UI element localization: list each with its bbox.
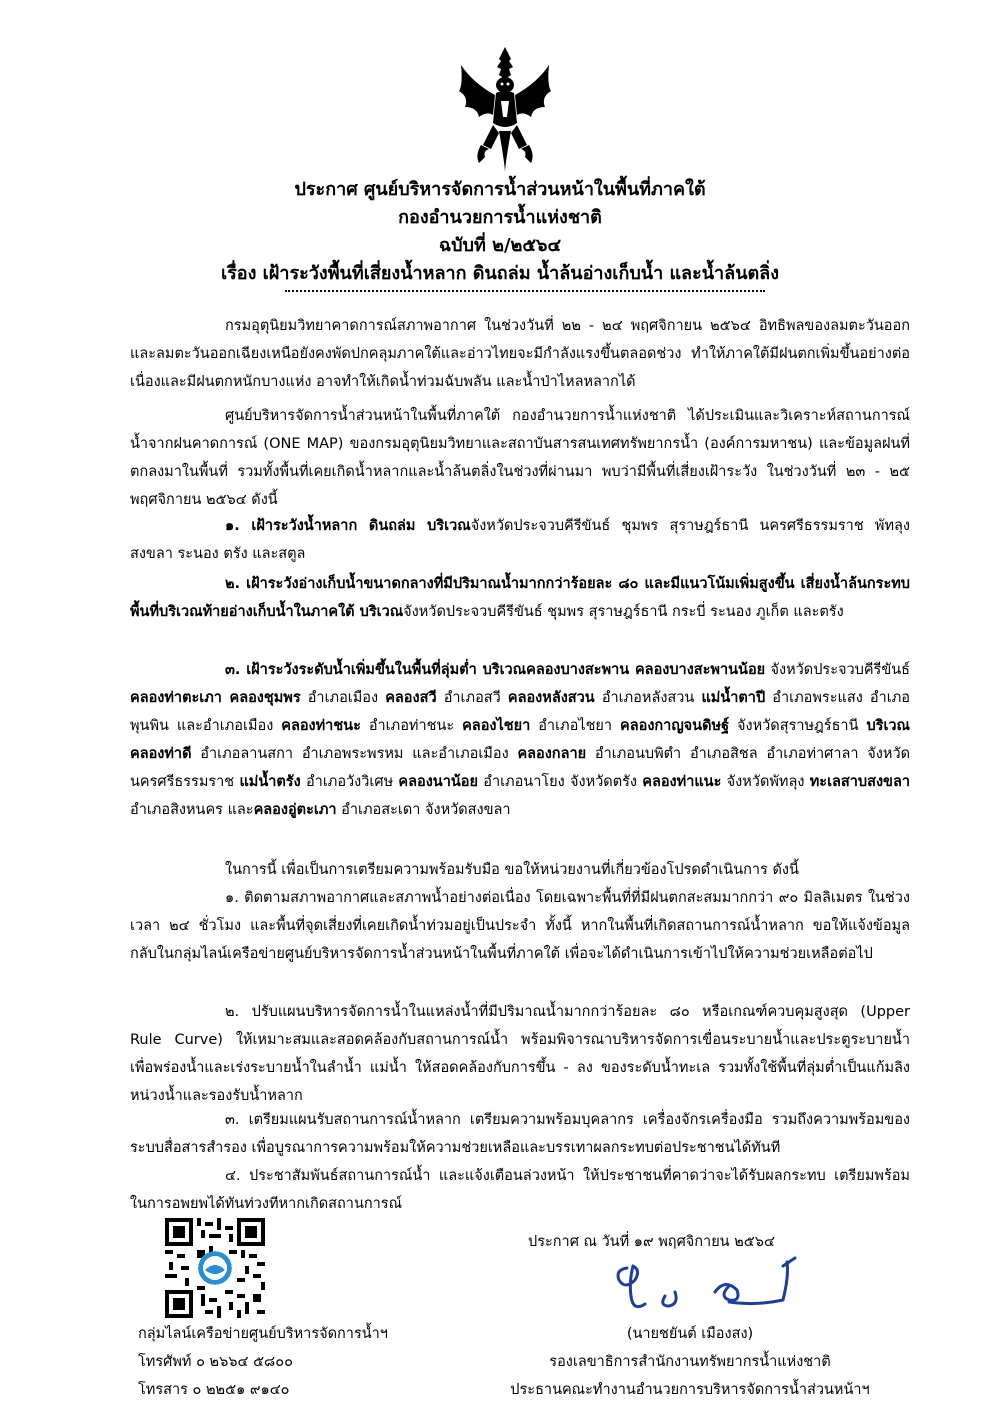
canal-name: คลองหลังสวน <box>507 690 595 706</box>
district-text: อำเภอไชยา <box>530 718 621 734</box>
risk-item-1 <box>130 512 910 568</box>
fax-number: โทรสาร ๐ ๒๒๕๑ ๙๑๔๐ <box>138 1382 290 1398</box>
subject-line: เรื่อง เฝ้าระวังพื้นที่เสี่ยงน้ำหลาก ดินถล่ม น้ำล้นอ่างเก็บน้ำ และน้ำล้นตลิ่ง <box>220 263 780 284</box>
district-text: อำเภอวังวิเศษ <box>300 774 399 790</box>
risk-item-3 <box>130 656 910 824</box>
risk-item-2-text: จังหวัดประจวบคีรีขันธ์ ชุมพร สุราษฎร์ธานี กระบี่ ระนอง ภูเก็ต และตรัง <box>403 604 844 620</box>
district-text: อำเภอนาโยง จังหวัดตรัง <box>477 774 643 790</box>
risk-item-1-heading: ๑. เฝ้าระวังน้ำหลาก ดินถล่ม บริเวณ <box>225 518 471 534</box>
signature-icon <box>605 1256 815 1318</box>
canal-name: คลองกลาย <box>517 746 587 762</box>
canal-name: คลองนาน้อย <box>398 774 478 790</box>
district-text: อำเภอเมือง <box>300 690 386 706</box>
action-item-4: ๔. ประชาสัมพันธ์สถานการณ์น้ำ และแจ้งเตือนล่วงหน้า ให้ประชาชนที่คาดว่าจะได้รับผลกระทบ เตรียมพร้อมในการอพยพได้ทันท่วงทีหากเกิดสถานการณ์ <box>130 1168 910 1212</box>
announcement-title: ประกาศ ศูนย์บริหารจัดการน้ำส่วนหน้าในพื้นที่ภาคใต้ <box>294 179 706 200</box>
paragraph-assessment: ศูนย์บริหารจัดการน้ำส่วนหน้าในพื้นที่ภาคใต้ กองอำนวยการน้ำแห่งชาติ ได้ประเมินและวิเคราะห์สถานการณ์น้ำจากฝนคาดการณ์ (ONE MAP) ของกรมอุตุนิยมวิทยาและสถาบันสารสนเทศทรัพยากรน้ำ (องค์การมหาชน) และข้อมูลฝนที่ตกลงมาในพื้นที่ รวมทั้งพื้นที่เคยเกิดน้ำหลากและน้ำล้นตลิ่งในช่วงที่ผ่านมา พบว่ามีพื้นที่เสี่ยงเฝ้าระวัง ในช่วงวันที่ ๒๓ - ๒๕ พฤศจิกายน ๒๕๖๔ ดังนี้ <box>130 408 910 508</box>
canal-name: คลองสวี <box>385 690 437 706</box>
paragraph-forecast: กรมอุตุนิยมวิทยาคาดการณ์สภาพอากาศ ในช่วงวันที่ ๒๒ - ๒๔ พฤศจิกายน ๒๕๖๔ อิทธิพลของลมตะวันออกและลมตะวันออกเฉียงเหนือยังคงพัดปกคลุมภาคใต้และอ่าวไทยจะมีกำลังแรงขึ้นตลอดช่วง ทำให้ภาคใต้มีฝนตกเพิ่มขึ้นอย่างต่อเนื่องและมีฝนตกหนักบางแห่ง อาจทำให้เกิดน้ำท่วมฉับพลัน และน้ำป่าไหลหลากได้ <box>130 318 910 390</box>
signatory-position: รองเลขาธิการสำนักงานทรัพยากรน้ำแห่งชาติ <box>549 1354 831 1370</box>
district-text: จังหวัดพัทลุง <box>721 774 810 790</box>
canal-name: คลองท่าชนะ <box>281 718 361 734</box>
river-name: แม่น้ำตรัง <box>239 774 301 790</box>
canal-name: คลองท่าตะเภา คลองชุมพร <box>130 690 301 706</box>
canal-name: บริเวณคลองท่าดี <box>130 718 910 762</box>
risk-item-3-text: จังหวัดประจวบคีรีขันธ์ <box>765 662 910 678</box>
agency-name: กองอำนวยการน้ำแห่งชาติ <box>398 207 602 228</box>
district-text: จังหวัดสุราษฎร์ธานี <box>729 718 867 734</box>
action-item-3: ๓. เตรียมแผนรับสถานการณ์น้ำหลาก เตรียมความพร้อมบุคลากร เครื่องจักรเครื่องมือ รวมถึงความพร้อมของระบบสื่อสารสำรอง เพื่อบูรณาการความพร้อมให้ความช่วยเหลือและบรรเทาผลกระทบต่อประชาชนได้ทันที <box>130 1112 910 1156</box>
canal-name: คลองท่าแนะ <box>642 774 722 790</box>
district-text: อำเภอท่าชนะ <box>360 718 463 734</box>
canal-name: คลองอู่ตะเภา <box>253 802 337 818</box>
canal-name: คลองกาญจนดิษฐ์ <box>620 718 730 734</box>
issue-number: ฉบับที่ ๒/๒๕๖๔ <box>438 235 562 256</box>
district-text: อำเภอสิงหนคร และ <box>130 802 254 818</box>
district-text: อำเภอสวี <box>436 690 508 706</box>
telephone-number: โทรศัพท์ ๐ ๒๖๖๔ ๕๘๐๐ <box>138 1354 293 1370</box>
signatory-role: ประธานคณะทำงานอำนวยการบริหารจัดการน้ำส่วนหน้าฯ <box>510 1382 870 1398</box>
risk-item-2-heading: ๒. เฝ้าระวังอ่างเก็บน้ำขนาดกลางที่มีปริมาณน้ำมากกว่าร้อยละ ๘๐ และมีแนวโน้มเพิ่มสูงขึ้น เสี่ยงน้ำล้นกระทบพื้นที่บริเวณท้ายอ่างเก็บน้ำในภาคใต้ บริเวณ <box>130 576 910 620</box>
announcement-date: ประกาศ ณ วันที่ ๑๙ พฤศจิกายน ๒๕๖๔ <box>528 1234 775 1250</box>
district-text: อำเภอนบพิตำ อำเภอสิชล อำเภอท่าศาลา จังหวัดนครศรีธรรมราช <box>130 746 910 790</box>
district-text: อำเภอสะเดา จังหวัดสงขลา <box>336 802 511 818</box>
action-item-1: ๑. ติดตามสภาพอากาศและสภาพน้ำอย่างต่อเนื่อง โดยเฉพาะพื้นที่ที่มีฝนตกสะสมมากกว่า ๙๐ มิลลิเมตร ในช่วงเวลา ๒๔ ชั่วโมง และพื้นที่จุดเสี่ยงที่เคยเกิดน้ำท่วมอยู่เป็นประจำ ทั้งนี้ หากในพื้นที่เกิดสถานการณ์น้ำหลาก ขอให้แจ้งข้อมูลกลับในกลุ่มไลน์เครือข่ายศูนย์บริหารจัดการน้ำส่วนหน้าในพื้นที่ภาคใต้ เพื่อจะได้ดำเนินการเข้าไปให้ความช่วยเหลือต่อไป <box>130 890 910 962</box>
river-name: แม่น้ำตาปี <box>701 690 766 706</box>
lake-name: ทะเลสาบสงขลา <box>809 774 910 790</box>
action-item-2: ๒. ปรับแผนบริหารจัดการน้ำในแหล่งน้ำที่มีปริมาณน้ำมากกว่าร้อยละ ๘๐ หรือเกณฑ์ควบคุมสูงสุด (Upper Rule Curve) ให้เหมาะสมและสอดคล้องกับสถานการณ์น้ำ พร้อมพิจารณาบริหารจัดการเขื่อนระบายน้ำและประตูระบายน้ำ เพื่อพร่องน้ำและเร่งระบายน้ำในลำน้ำ แม่น้ำ ให้สอดคล้องกับการขึ้น - ลง ของระดับน้ำทะเล รวมทั้งใช้พื้นที่ลุ่มต่ำเป็นแก้มลิงหน่วงน้ำและรองรับน้ำหลาก <box>130 1004 910 1104</box>
district-text: อำเภอพระแสง อำเภอพุนพิน และอำเภอเมือง <box>130 690 910 734</box>
contact-block <box>138 1320 388 1404</box>
dotted-divider <box>285 290 765 292</box>
qr-code-icon <box>165 1218 265 1318</box>
line-group-label: กลุ่มไลน์เครือข่ายศูนย์บริหารจัดการน้ำฯ <box>138 1326 388 1342</box>
risk-item-3-heading: ๓. เฝ้าระวังระดับน้ำเพิ่มขึ้นในพื้นที่ลุ่มต่ำ บริเวณคลองบางสะพาน คลองบางสะพานน้อย <box>225 662 766 678</box>
risk-item-2 <box>130 570 910 626</box>
garuda-emblem-icon <box>455 45 555 175</box>
signatory-name: (นายชยันต์ เมืองสง) <box>626 1326 754 1342</box>
district-text: อำเภอลานสกา อำเภอพระพรหม และอำเภอเมือง <box>191 746 518 762</box>
paragraph-request: ในการนี้ เพื่อเป็นการเตรียมความพร้อมรับมือ ขอให้หน่วยงานที่เกี่ยวข้องโปรดดำเนินการ ดังนี้ <box>225 862 799 878</box>
risk-item-1-text: จังหวัดประจวบคีรีขันธ์ ชุมพร สุราษฎร์ธานี นครศรีธรรมราช พัทลุง สงขลา ระนอง ตรัง และสตูล <box>130 518 911 562</box>
canal-name: คลองไชยา <box>462 718 531 734</box>
district-text: อำเภอหลังสวน <box>594 690 702 706</box>
signatory-block <box>480 1320 900 1404</box>
